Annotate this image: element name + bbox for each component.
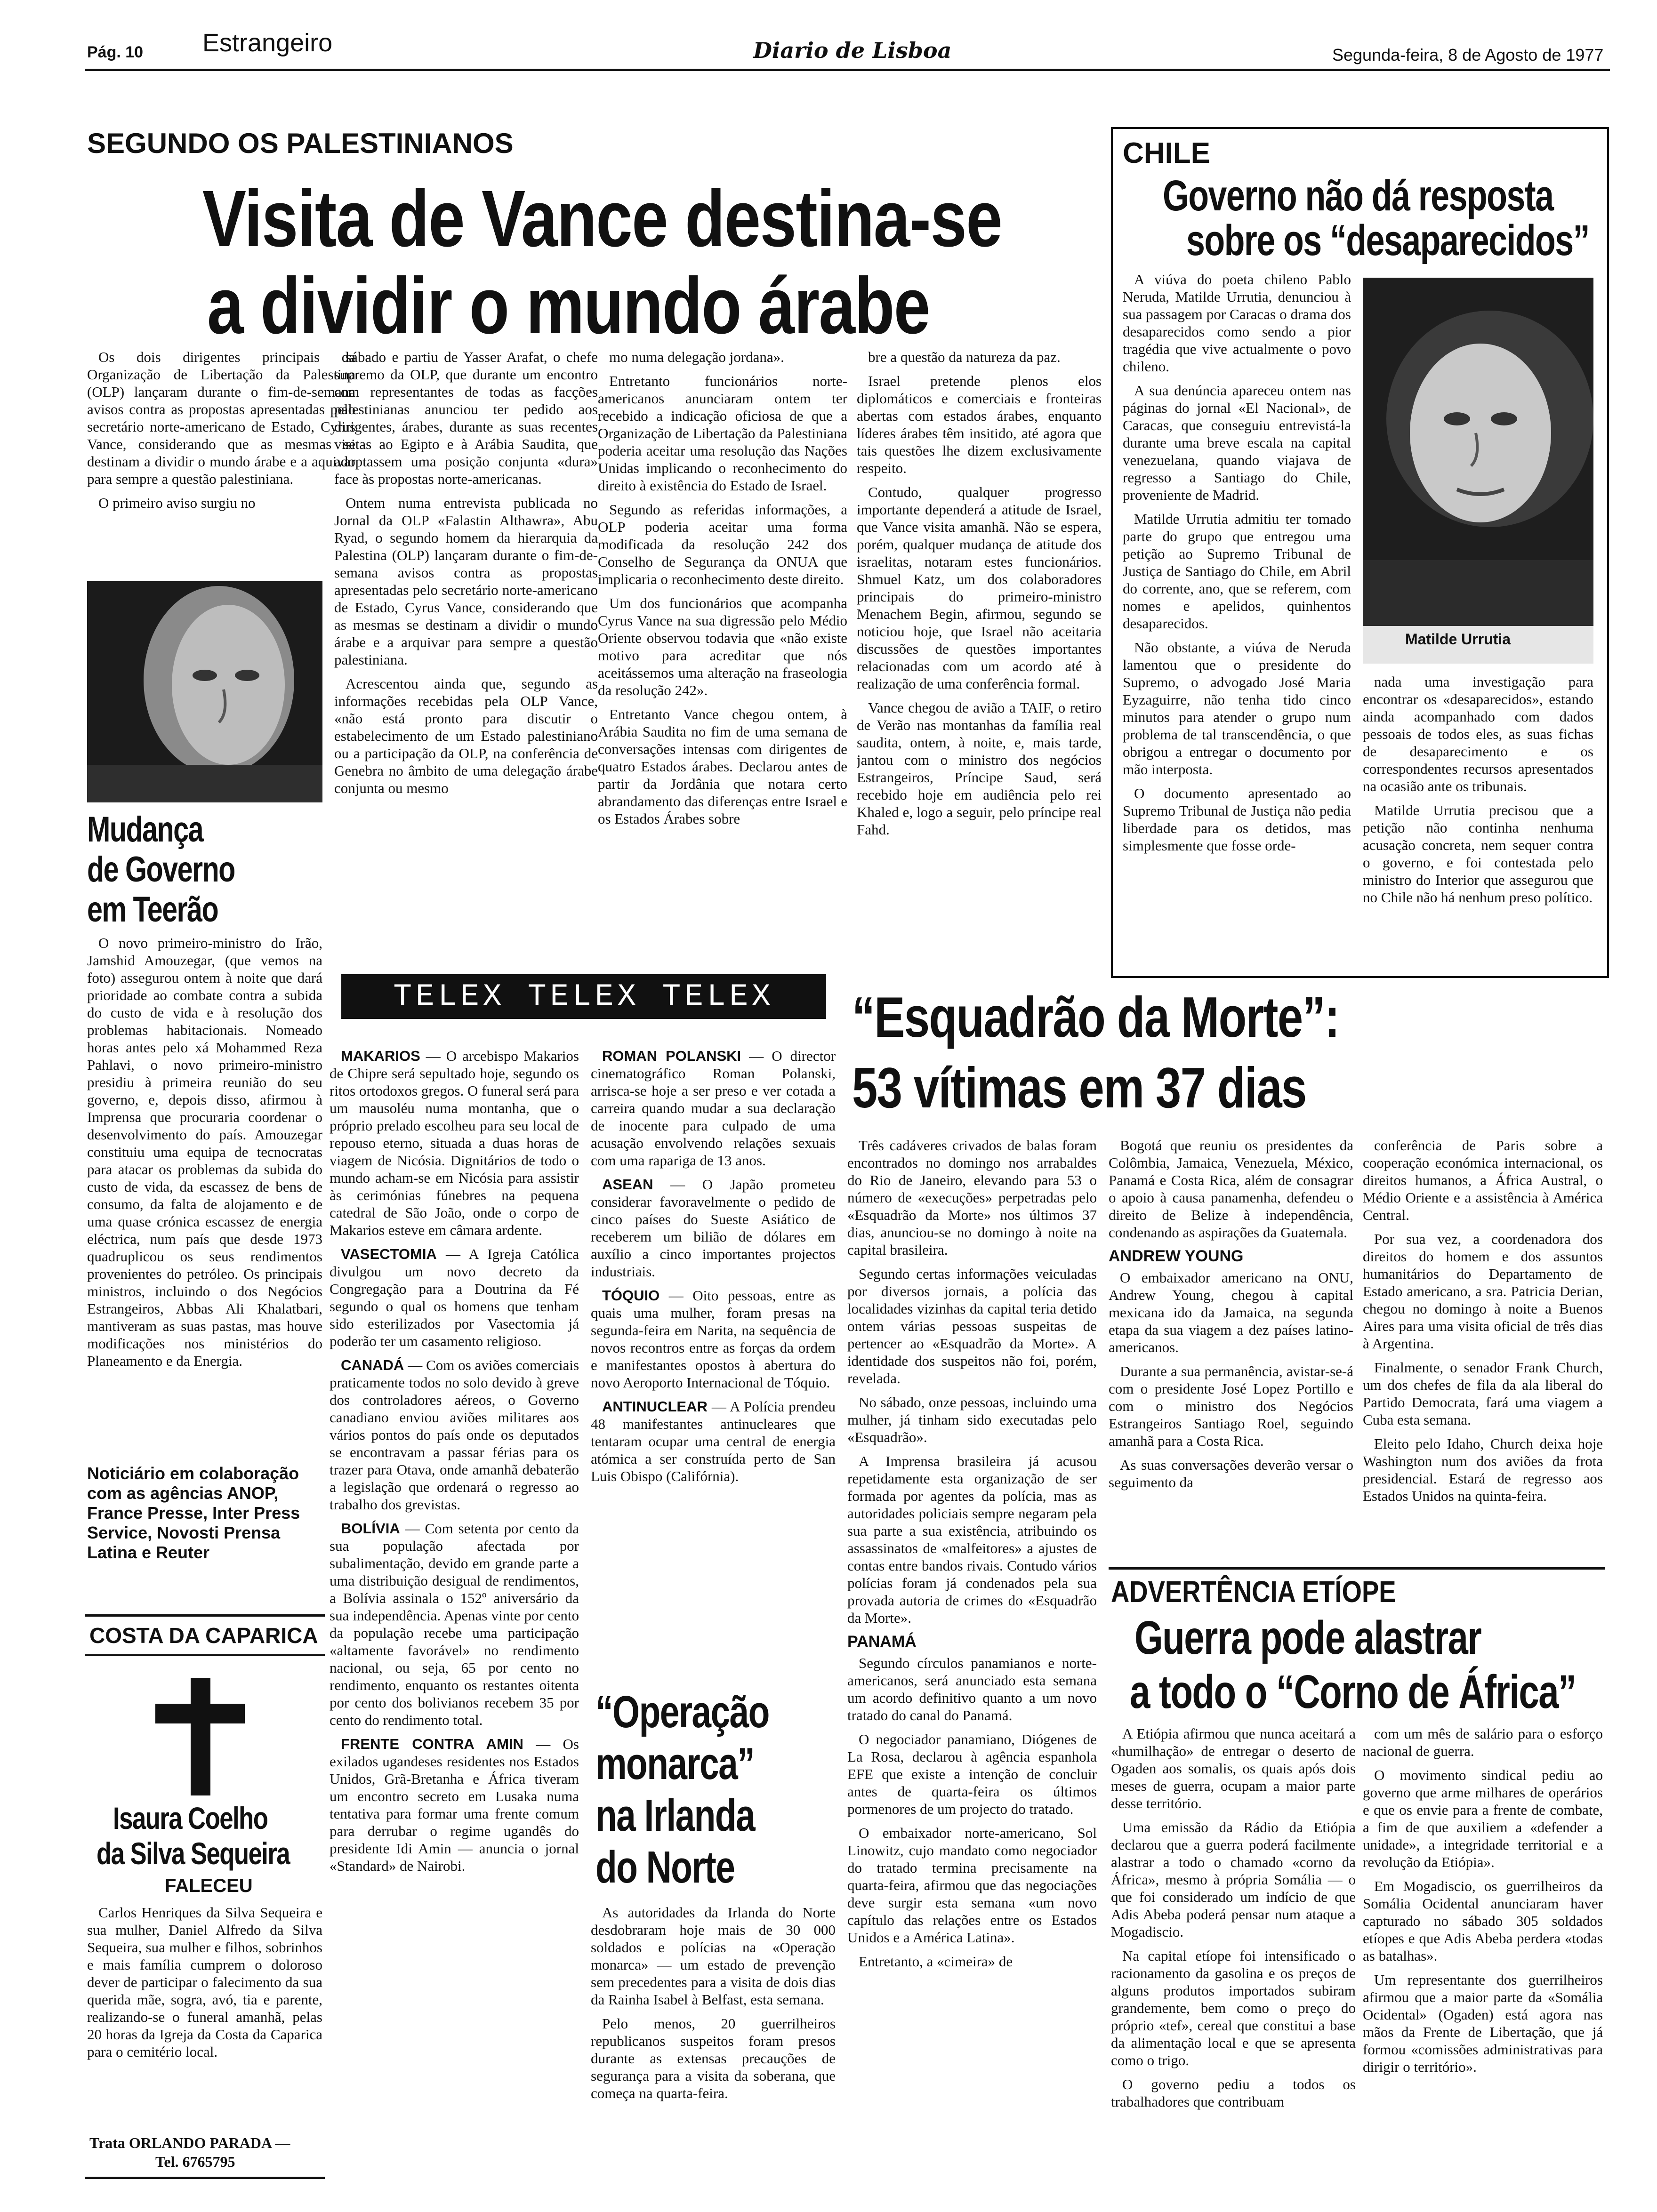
ethiopia-headline-2: a todo o “Corno de África”	[1130, 1666, 1576, 1718]
telex-item-lead: BOLÍVIA	[341, 1520, 400, 1537]
photo-caption: Matilde Urrutia	[1405, 631, 1511, 648]
telex-item-lead: CANADÁ	[341, 1357, 404, 1373]
vance-column-1	[87, 348, 355, 569]
chile-paragraph: Matilde Urrutia precisou que a petição não continha nenhuma acusação concreta, nem sequer contra o governo, e foi contestada pelo ministro do Interior que assegurou que no Chile não há nenhum preso político.	[1363, 802, 1593, 906]
deceased-name-2: da Silva Sequeira	[97, 1836, 290, 1871]
header-rule	[85, 69, 1610, 71]
ethiopia-column-2	[1363, 1725, 1603, 2186]
brazil-headline-1: “Esquadrão da Morte”:	[852, 985, 1339, 1049]
brazil-paragraph: conferência de Paris sobre a cooperação económica internacional, os direitos humanos, a África Austral, o Médio Oriente e a assistência à América Central.	[1363, 1137, 1603, 1223]
telex-column-2	[591, 1047, 836, 1612]
ireland-headline-4: do Norte	[595, 1842, 735, 1892]
page-number: Pág. 10	[87, 43, 144, 61]
vance-paragraph: sábado e partiu de Yasser Arafat, o chefe supremo da OLP, que durante um encontro com representantes de todas as facções palestinianas anunciou ter pedido aos dirigentes, árabes, durante as suas recentes visitas ao Egipto e à Arábia Saudita, que adoptassem uma posição conjunta «dura» face às propostas norte-americanas.	[334, 349, 598, 487]
ethiopia-headline-1: Guerra pode alastrar	[1134, 1611, 1481, 1664]
telex-item: CANADÁ — Com os aviões comerciais praticamente todos no solo devido à greve dos controladores aéreos, o Governo canadiano enviou aviões militares aos vários pontos do país onde os deputados se encontravam a passar férias para os trazer para Otava, onde amanhã debaterão a legislação que ordenará o regresso ao trabalho dos grevistas.	[330, 1357, 579, 1513]
iran-headline-3: em Teerão	[87, 890, 218, 930]
telex-item: ASEAN — O Japão prometeu considerar favoravelmente o pedido de cinco países do Sueste Asiático de receberem um bilião de dólares em auxílio a cinco importantes projectos industriais.	[591, 1176, 836, 1280]
deceased-name-1: Isaura Coelho	[113, 1801, 268, 1835]
panama-paragraph: O negociador panamiano, Diógenes de La Rosa, declarou à agência espanhola EFE que existe a intenção de concluir antes de quarta-feira os últimos pormenores de um projecto do tratado.	[847, 1731, 1097, 1817]
brazil-paragraph: Por sua vez, a coordenadora dos direitos do homem e dos assuntos humanitários do Departamento de Estado americano, a sra. Patricia Derian, chegou no domingo à noite a Buenos Aires para uma visita oficial de três dias à Argentina.	[1363, 1231, 1603, 1352]
ireland-body	[591, 1904, 836, 2186]
telex-item: FRENTE CONTRA AMIN — Os exilados ugandeses residentes nos Estados Unidos, Grã-Bretanha e África tiveram um encontro secreto em Lusaka numa tentativa para formar uma frente comum para derrubar o regime ugandês do presidente Idi Amin — anuncia o jornal «Standard» de Nairobi.	[330, 1736, 579, 1874]
brazil-paragraph: Finalmente, o senador Frank Church, um dos chefes de fila da ala liberal do Partido Democrata, fará uma viagem a Cuba esta semana.	[1363, 1359, 1603, 1428]
telex-banner-text: TELEX TELEX TELEX	[393, 979, 774, 1014]
iran-paragraph: O novo primeiro-ministro do Irão, Jamshid Amouzegar, (que vemos na foto) assegurou ontem à noite que dará prioridade ao combate contra a subida do custo de vida e à resolução dos problemas habitacionais. Nomeado horas antes pelo xá Mohammed Reza Pahlavi, o novo primeiro-ministro presidiu à primeira reunião do seu governo, e, depois disso, afirmou à Imprensa que procuraria coordenar o desenvolvimento do país. Amouzegar constituiu uma equipa de tecnocratas para atacar os problemas da subida do custo de vida, da escassez de bens de consumo, da falta de alojamento e de uma quase crónica escassez de energia eléctrica, num país que desde 1973 quadruplicou os seus rendimentos provenientes do petróleo. Os principais ministros, incluindo o dos Negócios Estrangeiros, Abbas Ali Khalatbari, mantiveram as suas pastas, mas houve modificações nos ministérios do Planeamento e da Energia.	[87, 935, 322, 1369]
issue-date: Segunda-feira, 8 de Agosto de 1977	[1332, 45, 1604, 64]
chile-paragraph: O documento apresentado ao Supremo Tribunal de Justiça não pedia liberdade para os detidos, mas simplesmente que fosse orde-	[1123, 785, 1351, 854]
vance-paragraph: bre a questão da natureza da paz.	[868, 349, 1061, 365]
ethiopia-paragraph: com um mês de salário para o esforço nacional de guerra.	[1363, 1725, 1603, 1759]
chile-paragraph: Matilde Urrutia admitiu ter tomado parte do grupo que entregou uma petição ao Supremo Tribunal de Justiça de Santiago do Chile, em Abril do corrente, ano, que se referem, com nomes e apelidos, quinhentos desaparecidos.	[1123, 511, 1351, 632]
vance-paragraph: Israel pretende plenos elos diplomáticos e comerciais e fronteiras abertas com estados árabes, enquanto líderes árabes têm insitido, até agora que tais questões lhe dizem exclusivamente respeito.	[857, 373, 1102, 476]
vance-paragraph: Ontem numa entrevista publicada no Jornal da OLP «Falastin Althawra», Abu Ryad, o segundo homem da hierarquia da Palestina (OLP) lançaram durante o fim-de-semana avisos contra as propostas apresentadas pelo secretário norte-americano de Estado, Cyrus Vance, considerando que as mesmas se destinam a dividir o mundo árabe e a arquivar para sempre a questão palestiniana.	[334, 495, 598, 668]
chile-paragraph: A sua denúncia apareceu ontem nas páginas do jornal «El Nacional», de Caracas, que conseguiu entrevistá-la durante uma breve escala na capital venezuelana, quando viajava de regresso a Santiago do Chile, proveniente de Madrid.	[1123, 382, 1351, 503]
panama-paragraph: O embaixador norte-americano, Sol Linowitz, cujo mandato como negociador do tratado termina precisamente na quarta-feira, afirmou que das negociações deve surgir esta semana «um novo capítulo das relações entre os Estados Unidos e a América Latina».	[847, 1825, 1097, 1946]
agencies-note: Noticiário em colaboração com as agências ANOP, France Presse, Inter Press Service, Novosti Prensa Latina e Reuter	[87, 1464, 300, 1562]
telex-item: MAKARIOS — O arcebispo Makarios de Chipre será sepultado hoje, segundo os ritos ortodoxos gregos. O funeral será para um mausoléu numa montanha, que o próprio prelado escolheu para seu local de repouso eterno, situada a duas horas de viagem de Nicósia. Dignitários de todo o mundo acham-se em Nicósia para assistir às cerimónias fúnebres na pequena catedral de São João, onde o corpo de Makarios esteve em câmara ardente.	[330, 1048, 579, 1238]
brazil-paragraph: No sábado, onze pessoas, incluindo uma mulher, já tinham sido executadas pelo «Esquadrão».	[847, 1394, 1097, 1445]
obituary-top-rule	[85, 1614, 325, 1617]
telex-item-text: Com os aviões comerciais praticamente todos no solo devido à greve dos controladores aéreos, o Governo canadiano enviou aviões militares aos vários pontos do país onde os deputados se encontravam a passar férias para os trazer para Otava, onde amanhã debaterão a legislação que ordenará o regresso ao trabalho dos grevistas.	[330, 1357, 579, 1513]
portrait-image	[87, 581, 322, 802]
andrew-young-subhead: ANDREW YOUNG	[1109, 1247, 1244, 1265]
telex-item-lead: ASEAN	[602, 1176, 653, 1193]
vance-paragraph: Segundo as referidas informações, a OLP poderia aceitar uma forma modificada da resolução 242 dos Conselho de Segurança da ONUA que implicaria o reconhecimento deste direito.	[598, 501, 847, 587]
telex-item: ROMAN POLANSKI — O director cinematográfico Roman Polanski, arrisca-se hoje a ser preso e ver cotada a carreira quando mudar a sua declaração de inocente para culpado de uma acusação envolvendo relações sexuais com uma rapariga de 13 anos.	[591, 1048, 836, 1169]
telex-item-text: O arcebispo Makarios de Chipre será sepultado hoje, segundo os ritos ortodoxos gregos. O funeral será para um mausoléu numa montanha, que o próprio prelado escolheu para seu local de repouso eterno, situada a duas horas de viagem de Nicósia. Dignitários de todo o mundo acham-se em Nicósia para assistir às cerimónias fúnebres na pequena catedral de São João, onde o corpo de Makarios esteve em câmara ardente.	[330, 1048, 579, 1238]
telex-banner	[341, 974, 826, 1019]
brazil-paragraph: Três cadáveres crivados de balas foram encontrados no domingo nos arrabaldes do Rio de Janeiro, elevando para 53 o número de «execuções» perpetradas pelo «Esquadrão da Morte» nos últimos 37 dias, anunciou-se no domingo à noite na capital brasileira.	[847, 1137, 1097, 1258]
obituary-text	[87, 1904, 322, 2116]
ireland-paragraph: Pelo menos, 20 guerrilheiros republicanos suspeitos foram presos durante as extensas precauções de segurança para a visita da soberana, que começa na quarta-feira.	[591, 2015, 836, 2101]
iran-body	[87, 934, 322, 1447]
vance-paragraph: Um dos funcionários que acompanha Cyrus Vance na sua digressão pelo Médio Oriente observou todavia que «não existe motivo para acreditar que nós aceitássemos uma alteração na fraseologia da resolução 242».	[598, 595, 847, 698]
brazil-column-3	[1363, 1137, 1603, 1560]
vance-paragraph: mo numa delegação jordana».	[609, 349, 784, 365]
brazil-paragraph: Bogotá que reuniu os presidentes da Colômbia, Jamaica, Venezuela, México, Panamá e Costa Rica, além de consagrar o apoio à causa panamenha, defendeu o direito de Belize à independência, condenando as aspirações da Guatemala.	[1109, 1137, 1353, 1241]
ethiopia-kicker: ADVERTÊNCIA ETÍOPE	[1111, 1575, 1396, 1609]
brazil-paragraph: Segundo certas informações veiculadas por diversos jornais, a polícia das localidades vizinhas da capital teria detido ontem várias pessoas suspeitas de pertencer ao «Esquadrão da Morte». A identidade dos suspeitos não foi, porém, revelada.	[847, 1266, 1097, 1387]
brazil-paragraph: A Imprensa brasileira já acusou repetidamente esta organização de ser formada por agentes da polícia, mas as autoridades policiais sempre negaram pela sua parte a sua existência, atribuindo os assassinatos de «malfeitores» a ajustes de contas entre bandos rivais. Contudo vários polícias foram já condenados pela sua provada autoria de crimes do «Esquadrão da Morte».	[847, 1453, 1097, 1626]
brazil-headline-2: 53 vítimas em 37 dias	[852, 1056, 1306, 1120]
brazil-column-1	[847, 1137, 1097, 2186]
obituary-phone: Tel. 6765795	[155, 2153, 235, 2170]
telex-item-lead: ANTINUCLEAR	[602, 1398, 708, 1415]
chile-column-2	[1363, 673, 1593, 970]
young-paragraph: Durante a sua permanência, avistar-se-á com o presidente José Lopez Portillo e com o ministro dos Negócios Estrangeiros Santiago Roel, seguindo amanhã para a Costa Rica.	[1109, 1363, 1353, 1449]
ethiopia-top-rule	[1109, 1567, 1605, 1570]
ireland-headline-2: monarca”	[595, 1739, 755, 1789]
ethiopia-paragraph: Um representante dos guerrilheiros afirmou que a maior parte da «Somália Ocidental» (Ogaden) está agora nas mãos da Frente de Libertação, que já formou «comissões administrativas para dirigir o território».	[1363, 1972, 1603, 2075]
chile-paragraph: A viúva do poeta chileno Pablo Neruda, Matilde Urrutia, denunciou à sua passagem por Caracas o drama dos desaparecidos como sendo a pior tragédia que vive actualmente o povo chileno.	[1123, 271, 1351, 375]
telex-item: ANTINUCLEAR — A Polícia prendeu 48 manifestantes antinucleares que tentaram ocupar uma central de energia atómica a ser construída perto de San Luis Obispo (Califórnia).	[591, 1398, 836, 1484]
panama-paragraph: Segundo círculos panamianos e norte-americanos, será anunciado esta semana um acordo definitivo quanto a um novo tratado do canal do Panamá.	[847, 1655, 1097, 1723]
ethiopia-paragraph: O governo pediu a todos os trabalhadores que contribuam	[1111, 2076, 1356, 2110]
iran-headline-1: Mudança	[87, 809, 203, 850]
vance-paragraph: O primeiro aviso surgiu no	[98, 495, 256, 511]
ethiopia-paragraph: Uma emissão da Rádio da Etiópia declarou que a guerra poderá facilmente alastrar a todo o chamado «corno da África», mesmo à própria Somália — o que foi considerado um indício de que Adis Abeba poderá pensar num ataque a Mogadiscio.	[1111, 1819, 1356, 1940]
ireland-paragraph: As autoridades da Irlanda do Norte desdobraram hoje mais de 30 000 soldados e polícias na «Operação monarca» — um estado de prevenção sem precedentes para a visita de dois dias da Rainha Isabel à Belfast, esta semana.	[591, 1904, 836, 2008]
telex-item-text: A Igreja Católica divulgou um novo decreto da Congregação para a Doutrina da Fé segundo o qual os homens que tenham sido esterilizados por Vasectomia já poderão ter um casamento religioso.	[330, 1246, 579, 1349]
telex-item: BOLÍVIA — Com setenta por cento da sua população afectada por subalimentação, devido em grande parte a uma distribuição desigual de rendimentos, a Bolívia assinala o 152º aniversário da sua independência. Apenas vinte por cento da população recebe uma participação «altamente favorável» no rendimento nacional, ou seja, 65 por cento no rendimento, enquanto os restantes oitenta por cento dos bolivianos recebem 35 por cento do rendimento total.	[330, 1520, 579, 1728]
ethiopia-paragraph: Na capital etíope foi intensificado o racionamento da gasolina e os preços de alguns produtos importados subiram grandemente, bem como o preço do próprio «tef», cereal que constitui a base da alimentação local e que se apresenta como o trigo.	[1111, 1948, 1356, 2068]
ethiopia-paragraph: A Etiópia afirmou que nunca aceitará a «humilhação» de entregar o deserto de Ogaden aos somalis, os quais após dois meses de guerra, ocupam a maior parte desse território.	[1111, 1725, 1356, 1811]
chile-paragraph: Não obstante, a viúva de Neruda lamentou que o presidente do Supremo, o advogado José Maria Eyzaguirre, não tenha tido cinco minutos para atender o grupo num problema de tal transcendência, o que obrigou a entregar o documento por mão interposta.	[1123, 639, 1351, 777]
obituary-bottom-rule	[85, 2177, 325, 2179]
cross-icon	[155, 1678, 245, 1795]
telex-item-lead: VASECTOMIA	[341, 1246, 437, 1262]
obituary-title-rule	[85, 1654, 325, 1656]
ireland-headline-1: “Operação	[595, 1687, 769, 1737]
obituary-status: FALECEU	[165, 1875, 253, 1896]
ireland-headline-3: na Irlanda	[595, 1790, 755, 1841]
obituary-trata: Trata ORLANDO PARADA —	[89, 2134, 290, 2151]
telex-item: VASECTOMIA — A Igreja Católica divulgou um novo decreto da Congregação para a Doutrina da Fé segundo o qual os homens que tenham sido esterilizados por Vasectomia já poderão ter um casamento religioso.	[330, 1246, 579, 1349]
vance-headline-1: Visita de Vance destina-se	[202, 174, 1002, 264]
matilde-urrutia-photo	[1363, 278, 1593, 664]
vance-headline-2: a dividir o mundo árabe	[207, 261, 930, 351]
vance-paragraph: Contudo, qualquer progresso importante dependerá a atitude de Israel, que Vance visita amanhã. Não se espera, porém, qualquer mudança de atitude dos israelitas, notaram estes funcionários. Shmuel Katz, um dos colaboradores principais do primeiro-ministro Menachem Begin, afirmou, segundo se noticiou hoje, que Israel não aceitaria discussões de questões importantes relacionadas com um acordo até à realização de uma conferência formal.	[857, 484, 1102, 692]
telex-item-text: A Polícia prendeu 48 manifestantes antinucleares que tentaram ocupar uma central de energia atómica a ser construída perto de San Luis Obispo (Califórnia).	[591, 1398, 836, 1484]
brazil-paragraph: Eleito pelo Idaho, Church deixa hoje Washington num dos aviões da frota presidencial. Estará de regresso aos Estados Unidos na quinta-feira.	[1363, 1435, 1603, 1504]
young-paragraph: As suas conversações deverão versar o seguimento da	[1109, 1457, 1353, 1491]
chile-column-1	[1123, 271, 1351, 967]
chile-paragraph: nada uma investigação para encontrar os «desaparecidos», estando ainda acompanhado com dados pessoais de todos eles, as suas fichas de desaparecimento e os correspondentes recursos apresentados na ocasião ante os tribunais.	[1363, 673, 1593, 794]
young-paragraph: O embaixador americano na ONU, Andrew Young, chegou à capital mexicana ido da Jamaica, na segunda etapa da sua viagem a dez países latino-americanos.	[1109, 1269, 1353, 1355]
telex-item-lead: FRENTE CONTRA AMIN	[341, 1736, 523, 1752]
telex-item-text: Os exilados ugandeses residentes nos Estados Unidos, Grã-Bretanha e África tiveram um encontro secreto em Lusaka numa tentativa para formar uma frente comum para derrubar o regime ugandês do presidente Idi Amin — anuncia o jornal «Standard» de Nairobi.	[330, 1736, 579, 1874]
vance-paragraph: Vance chegou de avião a TAIF, o retiro de Verão nas montanhas da família real saudita, ontem, à noite, e, mais tarde, jantou com o ministro dos negócios Estrangeiros, Príncipe Saud, será recebido hoje em audiência pelo rei Khaled e, logo a seguir, pelo príncipe real Fahd.	[857, 699, 1102, 838]
ethiopia-column-1	[1111, 1725, 1356, 2186]
chile-headline-2: sobre os “desaparecidos”	[1186, 216, 1589, 264]
amouzegar-photo	[87, 581, 322, 802]
vance-kicker: SEGUNDO OS PALESTINIANOS	[87, 128, 514, 159]
portrait-image	[1363, 278, 1593, 664]
obituary-paragraph: Carlos Henriques da Silva Sequeira e sua mulher, Daniel Alfredo da Silva Sequeira, sua mulher e filhos, sobrinhos e mais família cumprem o doloroso dever de participar o falecimento da sua querida mãe, sogra, avó, tia e parente, realizando-se o funeral amanhã, pelas 20 horas da Igreja da Costa da Caparica para o cemitério local.	[87, 1904, 322, 2060]
panama-subhead: PANAMÁ	[847, 1633, 917, 1651]
chile-headline-1: Governo não dá resposta	[1163, 172, 1553, 220]
vance-column-3	[598, 348, 847, 946]
vance-paragraph: Entretanto funcionários norte-americanos anunciaram ontem ter recebido a indicação oficiosa de que a Organização de Libertação da Palestiniana poderia aceitar uma resolução das Nações Unidas implicando o reconhecimento do direito à existência do Estado de Israel.	[598, 373, 847, 494]
vance-paragraph: Acrescentou ainda que, segundo as informações recebidas pela OLP Vance, «não está pronto para discutir o estabelecimento de um Estado palestiniano ou a participação da OLP, na conferência de Genebra no âmbito de uma delegação árabe conjunta ou mesmo	[334, 675, 598, 796]
telex-item-text: Oito pessoas, entre as quais uma mulher, foram presas na segunda-feira em Narita, na sequência de novos recontros entre as forças da ordem e manifestantes opostos à abertura do novo Aeroporto Internacional de Tóquio.	[591, 1287, 836, 1391]
vance-column-4	[857, 348, 1102, 946]
telex-item-text: O Japão prometeu considerar favoravelmente o pedido de cinco países do Sueste Asiático de receberem um bilião de dólares em auxílio a cinco importantes projectos industriais.	[591, 1176, 836, 1280]
vance-paragraph: Entretanto Vance chegou ontem, à Arábia Saudita no fim de uma semana de conversações intensas com dirigentes de quatro Estados árabes. Declarou antes de partir da Jordânia que notara certo abrandamento das diferenças entre Israel e os Estados Árabes sobre	[598, 706, 847, 827]
telex-item-text: Com setenta por cento da sua população afectada por subalimentação, devido em grande parte a uma distribuição desigual de rendimentos, a Bolívia assinala o 152º aniversário da sua independência. Apenas vinte por cento da população recebe uma participação «altamente favorável» no rendimento nacional, ou seja, 65 por cento no rendimento, enquanto os restantes oitenta por cento dos bolivianos recebem 35 por cento do rendimento total.	[330, 1520, 579, 1728]
iran-headline-2: de Governo	[87, 850, 235, 890]
telex-item-lead: MAKARIOS	[341, 1048, 420, 1064]
obituary-title: COSTA DA CAPARICA	[89, 1623, 318, 1648]
panama-paragraph: Entretanto, a «cimeira» de	[859, 1953, 1013, 1970]
masthead: Diario de Lisboa	[753, 38, 952, 63]
telex-item-text: O director cinematográfico Roman Polanski, arrisca-se hoje a ser preso e ver cotada a carreira quando mudar a sua declaração de inocente para culpado de uma acusação envolvendo relações sexuais com uma rapariga de 13 anos.	[591, 1048, 836, 1169]
section-name: Estrangeiro	[202, 29, 333, 57]
brazil-column-2	[1109, 1137, 1353, 1560]
telex-item-lead: ROMAN POLANSKI	[602, 1048, 741, 1064]
chile-kicker: CHILE	[1123, 137, 1210, 169]
ethiopia-paragraph: Em Mogadiscio, os guerrilheiros da Somália Ocidental anunciaram haver capturado no sábado 305 soldados etíopes e que Adis Abeba perdera «todas as batalhas».	[1363, 1878, 1603, 1964]
vance-column-2	[334, 348, 598, 946]
ethiopia-paragraph: O movimento sindical pediu ao governo que arme milhares de operários e que os envie para a frente de combate, a fim de que auxiliem a «defender a unidade», a integridade territorial e a revolução da Etiópia».	[1363, 1767, 1603, 1870]
telex-item: TÓQUIO — Oito pessoas, entre as quais uma mulher, foram presas na segunda-feira em Narita, na sequência de novos recontros entre as forças da ordem e manifestantes opostos à abertura do novo Aeroporto Internacional de Tóquio.	[591, 1287, 836, 1391]
telex-item-lead: TÓQUIO	[602, 1287, 660, 1304]
vance-paragraph: Os dois dirigentes principais da Organização de Libertação da Palestina (OLP) lançaram durante o fim-de-semana avisos contra as propostas apresentadas pelo secretário norte-americano de Estado, Cyrus Vance, considerando que as mesmas se destinam a dividir o mundo árabe e a aquivar para sempre a questão palestiniana.	[87, 349, 355, 487]
telex-column-1	[330, 1047, 579, 2186]
